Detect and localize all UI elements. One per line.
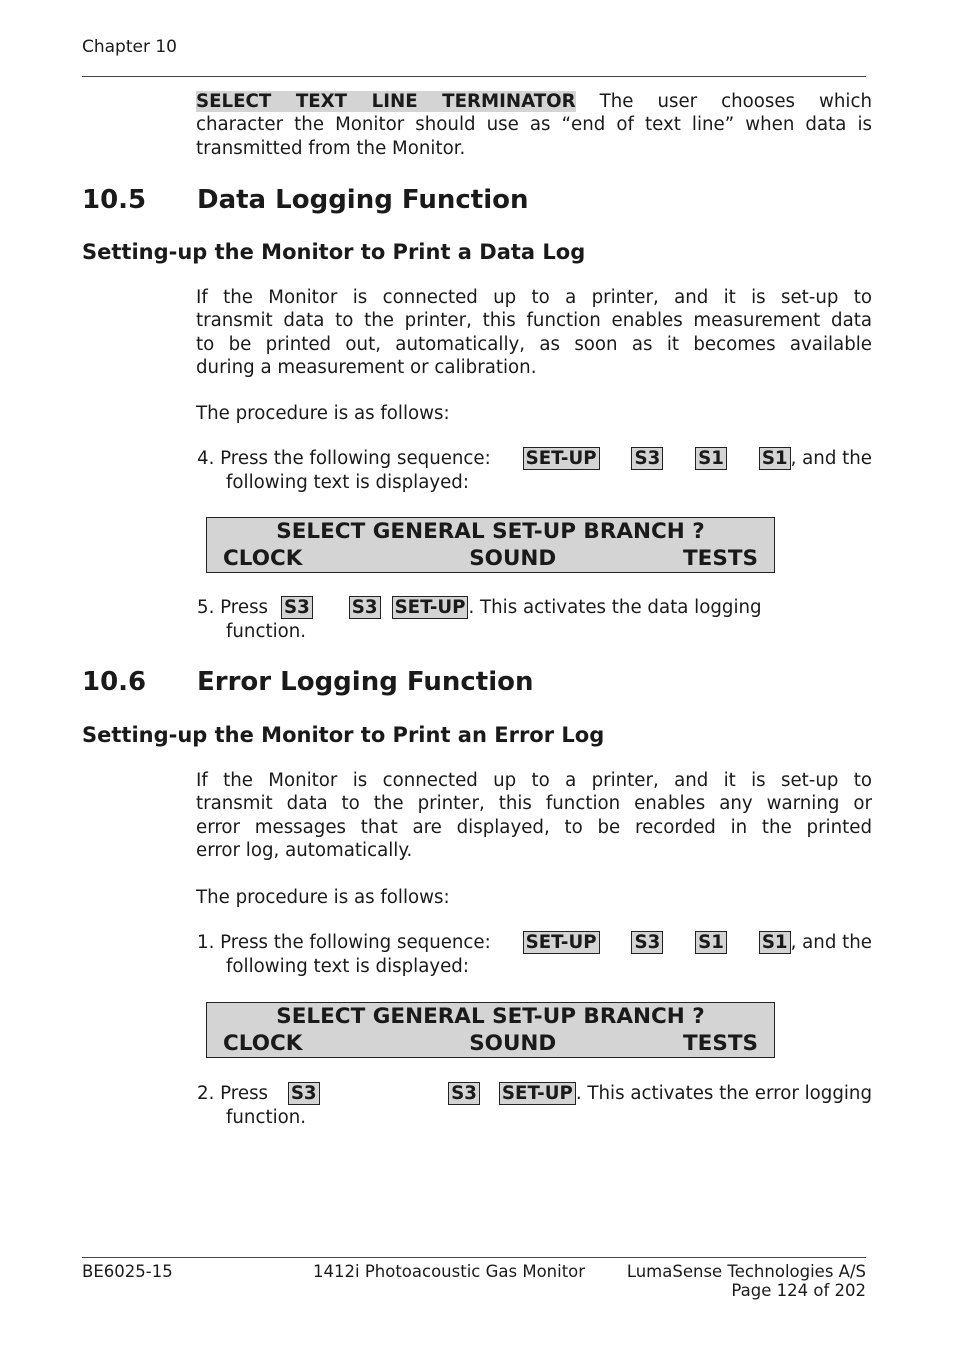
section-10-6-step-1: 1. Press the following sequence: SET-UP S3 S1 S1 , and the following text is displayed:	[197, 932, 872, 977]
intro-line-1: SELECT TEXT LINE TERMINATOR The user chooses which	[196, 91, 872, 112]
display-option-tests: TESTS	[683, 1031, 758, 1056]
intro-line-3: transmitted from the Monitor.	[196, 137, 466, 159]
display-prompt: SELECT GENERAL SET-UP BRANCH ?	[276, 519, 705, 544]
display-option-sound: SOUND	[469, 1031, 557, 1056]
display-option-clock: CLOCK	[223, 1031, 303, 1056]
footer-company: LumaSense Technologies A/S	[626, 1262, 866, 1281]
s3-key: S3	[281, 596, 313, 619]
chapter-header: Chapter 10	[82, 37, 178, 57]
monitor-display-readout	[206, 1002, 775, 1058]
section-10-6-heading: 10.6 Error Logging Function	[82, 667, 534, 697]
display-option-tests: TESTS	[683, 546, 758, 571]
s1-key: S1	[759, 931, 791, 954]
setup-key: SET-UP	[499, 1082, 576, 1105]
footer-product: 1412i Photoacoustic Gas Monitor	[313, 1262, 586, 1281]
s1-key: S1	[759, 447, 791, 470]
section-10-6-procedure-intro: The procedure is as follows:	[196, 887, 450, 908]
terminator-option-label: SELECT TEXT LINE TERMINATOR	[196, 91, 576, 112]
section-10-6-step-2: 2. Press S3 S3 SET-UP . This activates the error logging function.	[197, 1083, 872, 1128]
s3-key: S3	[448, 1082, 480, 1105]
s1-key: S1	[695, 931, 727, 954]
display-option-clock: CLOCK	[223, 546, 303, 571]
section-10-5-step-5: 5. Press S3 S3 SET-UP . This activates the data logging function.	[197, 597, 762, 642]
footer-doc-id: BE6025-15	[82, 1262, 173, 1281]
section-10-6-subheading: Setting-up the Monitor to Print an Error Log	[82, 723, 605, 747]
footer-divider	[82, 1257, 866, 1258]
display-option-sound: SOUND	[469, 546, 557, 571]
section-10-6-body: If the Monitor is connected up to a printer, and it is set-up to transmit data to the printer, this function enables any warning or error messages that are displayed, to be recorded in the printed error log, automatically.	[196, 770, 872, 862]
section-10-5-heading: 10.5 Data Logging Function	[82, 185, 529, 215]
section-10-5-body: If the Monitor is connected up to a printer, and it is set-up to transmit data to the printer, this function enables measurement data to be printed out, automatically, as soon as it becomes available during a measurement or calibration.	[196, 287, 872, 379]
s3-key: S3	[349, 596, 381, 619]
section-10-5-step-4: 4. Press the following sequence: SET-UP S3 S1 S1 , and the following text is displayed:	[197, 448, 872, 493]
s3-key: S3	[288, 1082, 320, 1105]
setup-key: SET-UP	[523, 447, 600, 470]
header-divider	[82, 76, 866, 77]
section-10-5-procedure-intro: The procedure is as follows:	[196, 403, 450, 424]
s1-key: S1	[695, 447, 727, 470]
footer-page-number: Page 124 of 202	[731, 1281, 866, 1300]
s3-key: S3	[631, 931, 663, 954]
setup-key: SET-UP	[392, 596, 469, 619]
display-prompt: SELECT GENERAL SET-UP BRANCH ?	[276, 1004, 705, 1029]
section-10-5-subheading: Setting-up the Monitor to Print a Data Log	[82, 240, 586, 264]
s3-key: S3	[631, 447, 663, 470]
intro-paragraph	[196, 90, 872, 160]
setup-key: SET-UP	[523, 931, 600, 954]
monitor-display-readout	[206, 517, 775, 573]
intro-line-2: character the Monitor should use as “end of text line” when data is	[196, 114, 872, 136]
